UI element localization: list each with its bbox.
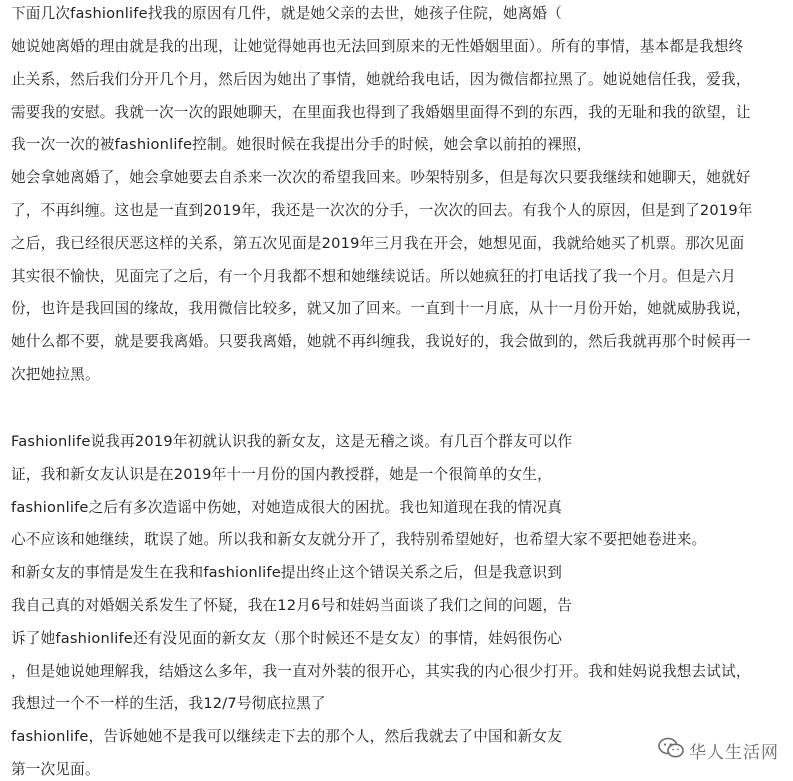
paragraph-2-line-3: fashionlife之后有多次造谣中伤她，对她造成很大的困扰。我也知道现在我的情况真 (11, 499, 562, 516)
paragraph-2-line-4: 心不应该和她继续，耽误了她。所以我和新女友就分开了，我特别希望她好，也希望大家不要把她卷进来。 (11, 531, 707, 548)
paragraph-1-line-10: 份，也许是我回国的缘故，我用微信比较多，就又加了回来。一直到十一月底，从十一月份开始，她就威胁我说， (11, 300, 751, 317)
watermark (657, 736, 779, 765)
paragraph-1-line-11: 她什么都不要，就是要我离婚。只要我离婚，她就不再纠缠我，我说好的，我会做到的，然后我就再那个时候再一 (11, 333, 751, 350)
paragraph-1-line-7: 了，不再纠缠。这也是一直到2019年，我还是一次次的分手，一次次的回去。有我个人的原因，但是到了2019年 (11, 202, 753, 219)
paragraph-1-line-8: 之后，我已经很厌恶这样的关系，第五次见面是2019年三月我在开会，她想见面，我就给她买了机票。那次见面 (11, 235, 745, 252)
paragraph-1-line-5: 我一次一次的被fashionlife控制。她很时候在我提出分手的时候，她会拿以前拍的裸照， (11, 136, 592, 153)
paragraph-1-line-3: 止关系，然后我们分开几个月，然后因为她出了事情，她就给我电话，因为微信都拉黑了。她说她信任我，爱我， (11, 71, 751, 88)
paragraph-1-line-4: 需要我的安慰。我就一次一次的跟她聊天，在里面我也得到了我婚姻里面得不到的东西，我的无耻和我的欲望，让 (11, 104, 751, 121)
paragraph-1-line-6: 她会拿她离婚了，她会拿她要去自杀来一次次的希望我回来。吵架特别多，但是每次只要我继续和她聊天，她就好 (11, 169, 751, 186)
watermark-text: 华人生活网 (689, 743, 779, 763)
wechat-icon (657, 736, 685, 765)
paragraph-2-line-8: ，但是她说她理解我，结婚这么多年，我一直对外装的很开心，其实我的内心很少打开。我和娃妈说我想去试试， (11, 663, 751, 680)
paragraph-2-line-11: 第一次见面。 (11, 761, 100, 778)
paragraph-2-line-1: Fashionlife说我再2019年初就认识我的新女友，这是无稽之谈。有几百个群友可以作 (11, 433, 573, 450)
paragraph-2-line-7: 诉了她fashionlife还有没见面的新女友（那个时候还不是女友）的事情，娃妈很伤心 (11, 630, 562, 647)
paragraph-1-line-2: 她说她离婚的理由就是我的出现，让她觉得她再也无法回到原来的无性婚姻里面）。所有的事情，基本都是我想终 (11, 38, 744, 55)
paragraph-1-line-12: 次把她拉黑。 (11, 366, 100, 383)
paragraph-2-line-5: 和新女友的事情是发生在我和fashionlife提出终止这个错误关系之后，但是我意识到 (11, 564, 562, 581)
paragraph-2-line-9: 我想过一个不一样的生活，我12/7号彻底拉黑了 (11, 695, 326, 712)
paragraph-2-line-2: 证，我和新女友认识是在2019年十一月份的国内教授群，她是一个很简单的女生， (11, 466, 552, 483)
paragraph-2-line-6: 我自己真的对婚姻关系发生了怀疑，我在12月6号和娃妈当面谈了我们之间的问题，告 (11, 597, 573, 614)
paragraph-1-line-1: 下面几次fashionlife找我的原因有几件，就是她父亲的去世，她孩子住院，她离婚（ (11, 5, 562, 22)
paragraph-2-line-10: fashionlife，告诉她她不是我可以继续走下去的那个人，然后我就去了中国和新女友 (11, 728, 562, 745)
paragraph-1-line-9: 其实很不愉快，见面完了之后，有一个月我都不想和她继续说话。所以她疯狂的打电话找了我一个月。但是六月 (11, 268, 736, 285)
